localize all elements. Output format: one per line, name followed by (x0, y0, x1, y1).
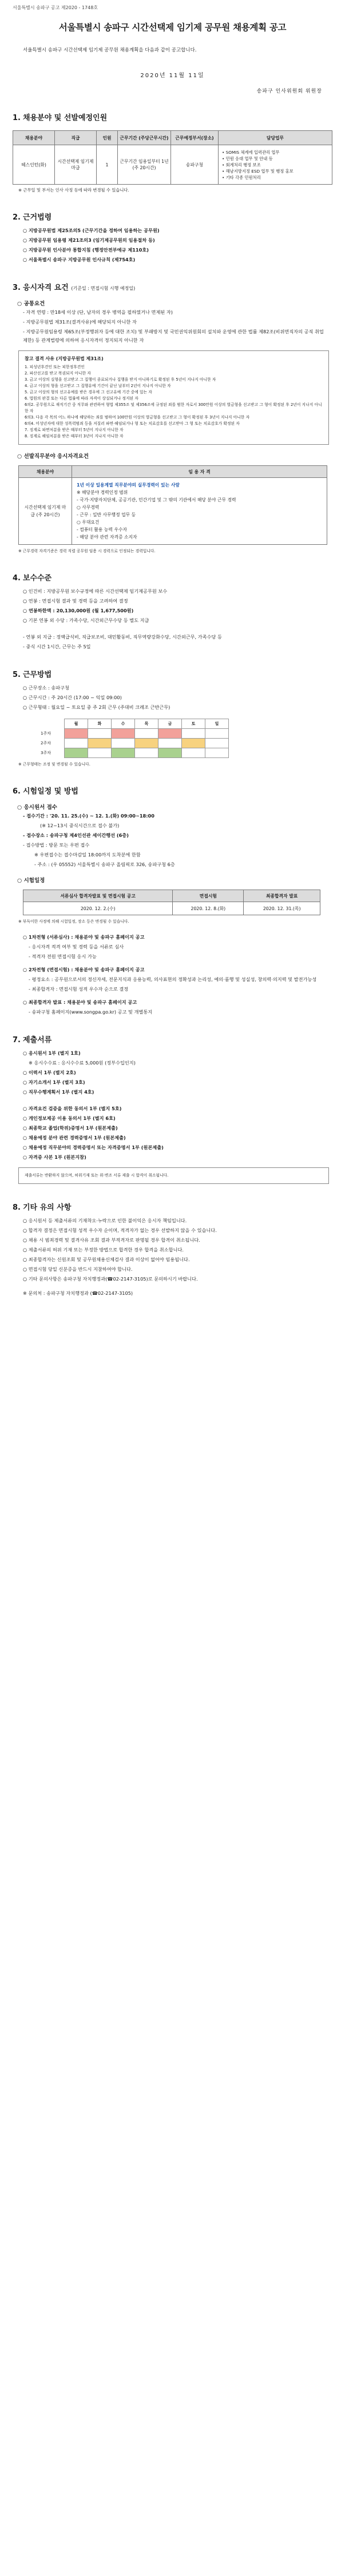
submission-note-box: 제출서류는 반환하지 않으며, 허위기재 또는 위·변조 서류 제출 시 합격이 취소됩니다. (18, 1167, 329, 1184)
cell-duties: • SOMIS 체계에 입력관리 업무 • 민원 응대 업무 및 안내 등 • 회계처리 행정 보조 • 해남지방지정 ESD 업무 및 행정 홍보 • 기타 각종 민원처리 (219, 145, 332, 185)
common-req-item: - 자격 연령 : 만18세 이상 (단, 남자의 경우 병역을 필하였거나 면제된 자) (23, 309, 173, 315)
section-7-heading: 7. 제출서류 (13, 1036, 52, 1044)
work-schedule-table: 월 화 수 목 금 토 일 1주차 2주차 3주차 (40, 719, 229, 758)
common-req-item: - 지방공무원임용령 제65조(부정행위자 등에 대한 조치) 및 부패방지 및 국민권익위원회의 설치와 운영에 관한 법률 제82조(비위면직자의 공직 취업제한) 등 관계법령에 의하여 응시자격이 정지되지 아니한 자 (23, 329, 324, 343)
cell-rank: 시간선택제 임기제 마급 (55, 145, 97, 185)
col-field: 채용분야 (13, 131, 55, 145)
intro-text: 서울특별시 송파구 시간선택제 임기제 공무원 채용계획을 다음과 같이 공고합니다. (23, 47, 197, 53)
table-row (13, 145, 332, 185)
recruit-table (13, 130, 332, 185)
disqualification-box: 참고 결격 사유 (지방공무원법 제31조) 1. 피성년후견인 또는 피한정후견인 2. 파산선고를 받고 복권되지 아니한 자 3. 금고 이상의 실형을 선고받고 그 집행이 종료되거나 집행을 받지 아니하기로 확정된 후 5년이 지나지 아니한 자 4. 금고 이상의 형을 선고받고 그 집행유예 기간이 끝난 날부터 2년이 지나지 아니한 자 5. 금고 이상의 형의 선고유예를 받은 경우에 그 선고유예 기간 중에 있는 자 6. 법원의 판결 또는 다른 법률에 따라 자격이 상실되거나 정지된 자 6의2. 공무원으로 재직기간 중 직무와 관련하여 형법 제355조 및 제356조에 규정된 죄를 범한 자로서 300만원 이상의 벌금형을 선고받고 그 형이 확정된 후 2년이 지나지 아니한 자 6의3. 다음 각 목의 어느 하나에 해당하는 죄를 범하여 100만원 이상의 벌금형을 선고받고 그 형이 확정된 후 3년이 지나지 아니한 자 6의4. 미성년자에 대한 성폭력범죄 등을 저질러 파면·해임되거나 형 또는 치료감호를 선고받아 그 형 또는 치료감호가 확정된 자 7. 징계로 파면처분을 받은 때부터 5년이 지나지 아니한 자 8. 징계로 해임처분을 받은 때부터 3년이 지나지 아니한 자 (18, 350, 329, 445)
col-count: 인원 (97, 131, 118, 145)
notice-date: 2020년 11월 11일 (140, 73, 205, 79)
section-3-heading: 3. 응시자격 요건 (기준일 : 면접시험 시행 예정일) (13, 284, 136, 292)
table-row: 시간선택제 임기제 마급 (주 20시간) 1년 이상 일용계열 직무분야의 실무경력이 있는 사람 ※ 해당분야 경력인정 범위 - 국가·지방자치단체, 공공기관, 민간기업 및 그 밖의 기관에서 해당 분야 근무 경력 ○ 사무경력 - 근무 : 일반 사무행정 업무 등 ○ 우대요건 - 컴퓨터 활용 능력 우수자 - 해당 분야 관련 자격증 소지자 (19, 478, 327, 545)
col-period: 근무기간 (주당근무시간) (118, 131, 171, 145)
notice-number: 서울특별시 송파구 공고 제2020 - 1748호 (13, 5, 98, 10)
section-6-heading: 6. 시험일정 및 방법 (13, 787, 78, 796)
law-item: ○ 서울특별시 송파구 지방공무원 인사규칙 (제754호) (23, 257, 136, 262)
section-1-heading: 1. 채용분야 및 선발예정인원 (13, 114, 108, 122)
cell-field: 헤스인턴(화) (13, 145, 55, 185)
cell-period: 근무기간 임용일부터 1년 (주 20시간) (118, 145, 171, 185)
section-1-note: ※ 근무일 및 부서는 인사 사정 등에 따라 변경될 수 있습니다. (18, 188, 129, 193)
table-row: 1주차 (40, 729, 229, 739)
exam-schedule-table: 서류심사 합격자발표 및 면접시험 공고 면접시험 최종합격자 발표 2020. 12. 2.(수) 2020. 12. 8.(화) 2020. 12. 31.(목) (23, 890, 320, 915)
cell-dept: 송파구청 (171, 145, 219, 185)
common-req-item: - 지방공무원법 제31조(결격사유)에 해당되지 아니한 자 (23, 319, 137, 325)
issuer: 송파구 인사위원회 위원장 (256, 89, 322, 94)
contact-info: ※ 문의처 : 송파구청 자치행정과 (☎02-2147-3105) (23, 1290, 133, 1296)
disqualification-title: 참고 결격 사유 (지방공무원법 제31조) (25, 356, 104, 361)
section-8-heading: 8. 기타 유의 사항 (13, 1203, 72, 1212)
law-item: ○ 지방공무원 임용령 제21조의3 (임기제공무원의 임용절차 등) (23, 237, 155, 243)
col-dept: 근무예정부서(장소) (171, 131, 219, 145)
section-5-heading: 5. 근무방법 (13, 671, 52, 679)
qualification-note: ※ 근무경력 자격기준은 경력 직렬 공무원 임용 시 경력으로 인정되는 경력입니다. (18, 549, 156, 553)
table-row: 3주차 (40, 748, 229, 758)
section-4-heading: 4. 보수수준 (13, 574, 52, 583)
common-req-heading: ○ 공통요건 (17, 301, 45, 307)
qualification-table: 채용분야 임 용 자 격 시간선택제 임기제 마급 (주 20시간) 1년 이상 일용계열 직무분야의 실무경력이 있는 사람 ※ 해당분야 경력인정 범위 - 국가·지방자치단체, 공공기관, 민간기업 및 그 밖의 기관에서 해당 분야 근무 경력 ○ 사무경력 - 근무 : 일반 사무행정 업무 등 ○ 우대요건 - 컴퓨터 활용 능력 우수자 - 해당 분야 관련 자격증 소지자 (18, 465, 327, 545)
cell-count: 1 (97, 145, 118, 185)
table-row: 2020. 12. 2.(수) 2020. 12. 8.(화) 2020. 12. 31.(목) (23, 902, 320, 915)
section-2-heading: 2. 근거법령 (13, 213, 52, 222)
col-rank: 직급 (55, 131, 97, 145)
notice-page: 서울특별시 송파구 공고 제2020 - 1748호 서울특별시 송파구 시간선택제 임기제 공무원 채용계획 공고 서울특별시 송파구 시간선택제 임기제 공무원 채용계획을 다음과 같이 공고합니다. 2020년 11월 11일 송파구 인사위원회 위원장 1. 채용분야 및 선발예정인원 채용분야 직급 인원 근무기간 (주당근무시간) 근무예정부서(장소) 담당업무 헤스인턴(화) 시간선택제 임기제 마급 1 근무기간 임용일부터 1년 (주 20시간) 송파구청 • SOMIS 체계에 입력관리 업무 • 민원 응대 업무 및 안내 등 • 회계처리 행정 보조 • 해남지방지정 ESD 업무 및 행정 홍보 • 기타 각종 민원처리 ※ 근무일 및 부서는 인사 사정 등에 따라 변경될 수 있습니다. 2. 근거법령 ○ 지방공무원법 제25조의5 (근무기간을 정하여 임용하는 공무원) ○ 지방공무원 임용령 제21조의3 (임기제공무원의 임용절차 등) ○ 지방공무원 인사분야 통합지침 (행정안전부예규 제110호) ○ 서울특별시 송파구 지방공무원 인사규칙 (제754호) 3. 응시자격 요건 (기준일 : 면접시험 시행 예정일) ○ 공통요건 - 자격 연령 : 만18세 이상 (단, 남자의 경우 병역을 필하였거나 면제된 자) - 지방공무원법 제31조(결격사유)에 해당되지 아니한 자 - 지방공무원임용령 제65조(부정행위자 등에 대한 조치) 및 부패방지 및 국민권익위원회의 설치와 운영에 관한 법률 제82조(비위면직자의 공직 취업제한) 등 관계법령에 의하여 응시자격이 정지되지 아니한 자 참고 결격 사유 (지방공무원법 제31조) 1. 피성년후견인 또는 피한정후견인 2. 파산선고를 받고 복권되지 아니한 자 3. 금고 이상의 실형을 선고받고 그 집행이 종료되거나 집행을 받지 아니하기로 확정된 후 5년이 지나지 아니한 자 4. 금고 이상의 형을 선고받고 그 집행유예 기간이 끝난 날부터 2년이 지나지 아니한 자 5. 금고 이상의 형의 선고유예를 받은 경우에 그 선고유예 기간 중에 있는 자 6. 법원의 판결 또는 다른 법률에 따라 자격이 상실되거나 정지된 자 6의2. 공무원으로 재직기간 중 직무와 관련하여 형법 제355조 및 제356조에 규정된 죄를 범한 자로서 300만원 이상의 벌금형을 선고받고 그 형이 확정된 후 2년이 지나지 아니한 자 6의3. 다음 각 목의 어느 하나에 해당하는 죄를 범하여 100만원 이상의 벌금형을 선고받고 그 형이 확정된 후 3년이 지나지 아니한 자 6의4. 미성년자에 대한 성폭력범죄 등을 저질러 파면·해임되거나 형 또는 치료감호를 선고받아 그 형 또는 치료감호가 확정된 자 7. 징계로 파면처분을 받은 때부터 5년이 지나지 아니한 자 8. 징계로 해임처분을 받은 때부터 3년이 지나지 아니한 자 ○ 선발직무분야 응시자격요건 채용분야 임 용 자 격 시간선택제 임기제 마급 (주 20시간) 1년 이상 일용계열 직무분야의 실무경력이 있는 사람 ※ 해당분야 경력인정 범위 - 국가·지방자치단체, 공공기관, 민간기업 및 그 밖의 기관에서 해당 분야 근무 경력 ○ 사무경력 - 근무 : 일반 사무행정 업무 등 ○ 우대요건 - 컴퓨터 활용 능력 우수자 - 해당 분야 관련 자격증 소지자 ※ 근무경력 자격기준은 경력 직렬 공무원 임용 시 경력으로 인정되는 경력입니다. 4. 보수수준 ○ 인건비 : 지방공무원 보수규정에 따른 시간선택제 임기제공무원 보수 ○ 연봉 : 면접시험 결과 및 경력 등을 고려하여 결정 ○ 연봉하한액 : 20,130,000원 (월 1,677,500원) ○ 기본 연봉 외 수당 : 가족수당, 시간외근무수당 등 별도 지급 - 연봉 외 지급 : 정액급식비, 직급보조비, 대민활동비, 직무역량강화수당, 시간외근무, 가족수당 등 - 중식 시간 1시간, 근무는 주 5일 5. 근무방법 ○ 근무장소 : 송파구청 ○ 근무시간 : 주 20시간 (17:00 ~ 익일 09:00) ○ 근무형태 : 월요일 ~ 토요일 중 주 2회 근무 (주대비 크레조 근반근무) 월 화 수 목 금 토 일 1주차 2주차 3주차 ※ 근무형태는 조정 및 변경될 수 있습니다. 6. 시험일정 및 방법 ○ 응시원서 접수 - 접수기간 : '20. 11. 25.(수) ~ 12. 1.(화) 09:00~18:00 (※ 12~13시 중식시간으로 접수 불가) - 접수장소 : 송파구청 제4인선관 세이간행선 (6층) - 접수방법 : 방문 또는 우편 접수 ※ 우편접수는 접수마감일 18:00까지 도착분에 한함 - 주소 : (우 05552) 서울특별시 송파구 올림픽로 326, 송파구청 6층 ○ 시험일정 서류심사 합격자발표 및 면접시험 공고 면접시험 최종합격자 발표 2020. 12. 2.(수) 2020. 12. 8.(화) 2020. 12. 31.(목) ※ 부득이한 사정에 의해 시험일정, 장소 등은 변경될 수 있습니다. ○ 1차전형 (서류심사) : 채용분야 및 송파구 홈페이지 공고 - 응시자격 적격 여부 및 경력 등을 서류로 심사 - 적격자 전원 면접시험 응시 가능 ○ 2차전형 (면접시험) : 채용분야 및 송파구 홈페이지 공고 - 평정요소 : 공무원으로서의 정신자세, 전문지식과 응용능력, 의사표현의 정확성과 논리성, 예의·품행 및 성실성, 창의력·의지력 및 발전가능성 - 최종합격자 : 면접시험 성적 우수자 순으로 결정 ○ 최종합격자 발표 : 채용분야 및 송파구 홈페이지 공고 - 송파구청 홈페이지(www.songpa.go.kr) 공고 및 개별통지 7. 제출서류 ○ 응시원서 1부 (별지 1호) ※ 응시수수료 : 응시수수료 5,000원 (정부수입인지) ○ 이력서 1부 (별지 2호) ○ 자기소개서 1부 (별지 3호) ○ 직무수행계획서 1부 (별지 4호) ○ 자격요건 검증을 위한 동의서 1부 (별지 5호) ○ 개인정보제공 이용 동의서 1부 (별지 6호) ○ 최종학교 졸업(학위)증명서 1부 (원본제출) ○ 채용예정 분야 관련 경력증명서 1부 (원본제출) ○ 채용예정 직무분야의 경력증명서 또는 자격증명서 1부 (원본제출) ○ 자격증 사본 1부 (원본지참) 제출서류는 반환하지 않으며, 허위기재 또는 위·변조 서류 제출 시 합격이 취소됩니다. 8. 기타 유의 사항 ○ 응시원서 등 제출서류의 기재착오·누락으로 인한 불이익은 응시자 책임입니다. ○ 합격자 결정은 면접시험 성적 우수자 순이며, 적격자가 없는 경우 선발하지 않을 수 있습니다. ○ 채용 시 범죄경력 및 결격사유 조회 결과 부적격자로 판명될 경우 합격이 취소됩니다. ○ 제출서류의 허위 기재 또는 부정한 방법으로 합격한 경우 합격을 취소합니다. ○ 최종합격자는 신원조회 및 공무원채용신체검사 결과 이상이 없어야 임용됩니다. ○ 면접시험 당일 신분증을 반드시 지참하여야 합니다. ○ 기타 문의사항은 송파구청 자치행정과(☎02-2147-3105)로 문의하시기 바랍니다. ※ 문의처 : 송파구청 자치행정과 (☎02-2147-3105) (0, 0, 345, 2576)
col-duties: 담당업무 (219, 131, 332, 145)
table-row: 2주차 (40, 739, 229, 748)
law-item: ○ 지방공무원법 제25조의5 (근무기간을 정하여 임용하는 공무원) (23, 228, 160, 233)
page-title: 서울특별시 송파구 시간선택제 임기제 공무원 채용계획 공고 (58, 22, 287, 33)
law-item: ○ 지방공무원 인사분야 통합지침 (행정안전부예규 제110호) (23, 247, 149, 253)
job-req-heading: ○ 선발직무분야 응시자격요건 (17, 453, 89, 460)
